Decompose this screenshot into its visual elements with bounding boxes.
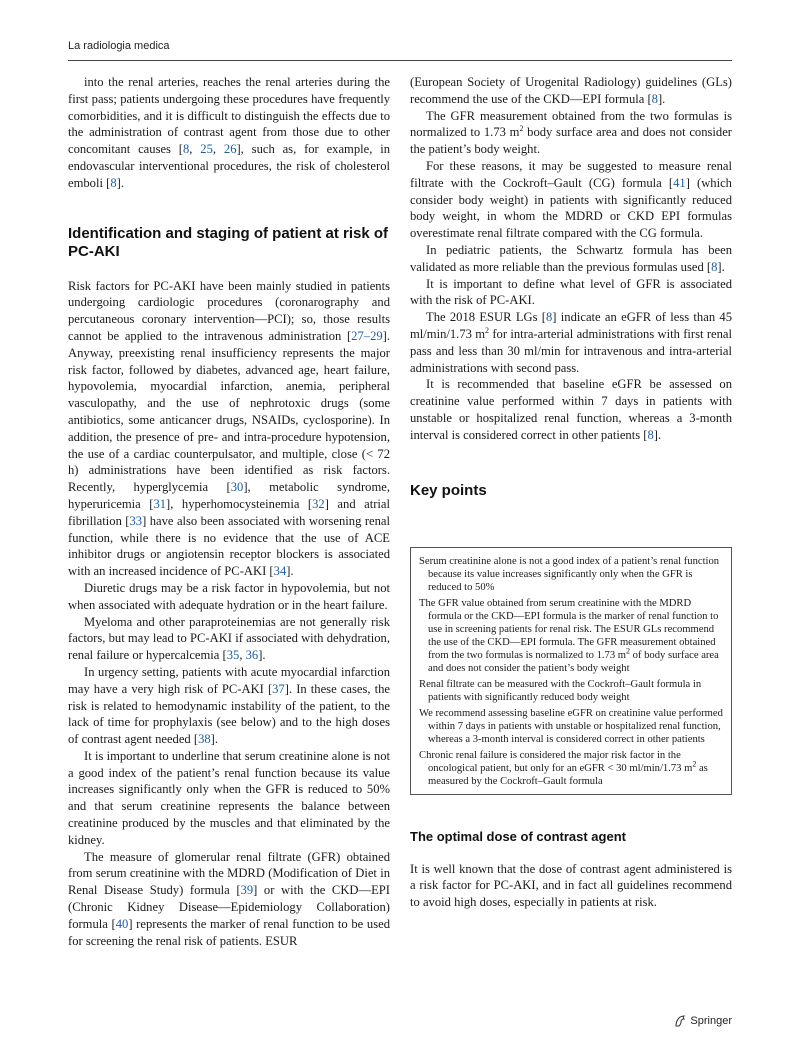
citation-link[interactable]: 27–29	[351, 328, 383, 343]
citation-link[interactable]: 8	[647, 427, 654, 442]
paragraph: It is recommended that baseline eGFR be assessed on creatinine value performed within 7 days in patients with unstable or hospitalized renal function, whereas a 3-month interval is considered correct in other patients [8].	[410, 377, 732, 442]
paragraph: In urgency setting, patients with acute myocardial infarction may have a very high risk of PC-AKI [37]. In these cases, the risk is related to hemodynamic instability of the patient, to the lack of time for prophylaxis (see below) and to the high doses of contrast agent needed [38].	[68, 664, 390, 747]
paragraph: It is important to define what level of GFR is associated with the risk of PC-AKI.	[410, 276, 732, 308]
paragraph: The GFR measurement obtained from the two formulas is normalized to 1.73 $m^2$ body surface area and does not consider the patient’s body weight.	[410, 108, 732, 157]
citation-link[interactable]: 33	[129, 513, 143, 528]
springer-horse-icon	[674, 1015, 686, 1027]
citation-link[interactable]: 26	[223, 142, 237, 157]
key-points-heading: Key points	[410, 481, 487, 499]
citation-link[interactable]: 8	[651, 91, 658, 106]
citation-link[interactable]: 8	[546, 310, 553, 325]
citation-link[interactable]: 32	[312, 496, 325, 511]
paragraph: into the renal arteries, reaches the renal arteries during the first pass; patients undergoing these procedures have frequently comorbidities, and it is difficult to distinguish the effects due to the administration of contrast agent from those due to other concomitant causes [8, 25, 26], such as, for example, in endovascular interventional procedures, the risk of cholesterol emboli [8].	[68, 75, 391, 190]
citation-link[interactable]: 31	[153, 496, 167, 511]
key-points-box	[410, 547, 732, 795]
citation-link[interactable]: 34	[273, 564, 287, 579]
citation-link[interactable]: 38	[198, 732, 211, 747]
paragraph: It is well known that the dose of contrast agent administered is a risk factor for PC-AKI, and in fact all guidelines recommend to avoid high doses, especially in patients at risk.	[410, 861, 732, 910]
publisher-name: Springer	[690, 1015, 732, 1027]
key-point-item: Serum creatinine alone is not a good index of a patient’s renal function because its value increases significantly only when the GFR is reduced to 50%	[419, 555, 720, 593]
citation-link[interactable]: 40	[115, 916, 129, 931]
publisher-logo	[674, 1015, 732, 1027]
citation-link[interactable]: 8	[183, 142, 190, 157]
citation-link[interactable]: 35	[226, 648, 240, 663]
left-column	[68, 74, 390, 949]
citation-link[interactable]: 30	[230, 480, 244, 495]
paragraph: The 2018 ESUR LGs [8] indicate an eGFR of less than 45 ml/min/1.73 $m^2$ for intra-arterial administrations with first renal pass and less than 30 ml/min for intravenous and intra-arterial administrations with second pass.	[410, 310, 732, 375]
citation-link[interactable]: 37	[272, 681, 285, 696]
citation-link[interactable]: 36	[245, 648, 259, 663]
paragraph: For these reasons, it may be suggested to measure renal filtrate with the Cockroft–Gault (CG) formula [41] (which consider body weight) in patients with significantly reduced body weight, in whom the MDRD or CKD EPI formulas overestimate renal filtrate compared with the CG formula.	[410, 158, 732, 241]
citation-link[interactable]: 8	[711, 259, 718, 274]
subsection-heading: The optimal dose of contrast agent	[410, 828, 626, 844]
key-point-item: We recommend assessing baseline eGFR on creatinine value performed within 7 days in patients with unstable or hospitalized renal function, whereas a 3-month interval is considered correct in other patients	[419, 707, 723, 745]
running-header-journal: La radiologia medica	[68, 40, 170, 52]
paragraph: In pediatric patients, the Schwartz formula has been validated as more reliable than the previous formulas used [8].	[410, 242, 732, 274]
right-column	[410, 74, 732, 911]
paragraph: Myeloma and other paraproteinemias are not generally risk factors, but may lead to PC-AKI if associated with dehydration, renal failure or hypercalcemia [35, 36].	[68, 614, 390, 663]
paragraph: (European Society of Urogenital Radiology) guidelines (GLs) recommend the use of the CKD—EPI formula [8].	[410, 75, 732, 106]
section-heading: Identification and staging of patient at risk of PC-AKI	[68, 224, 389, 260]
citation-link[interactable]: 25	[200, 142, 213, 157]
key-point-item: Renal filtrate can be measured with the Cockroft–Gault formula in patients with significantly reduced body weight	[419, 678, 702, 703]
header-divider	[68, 60, 732, 61]
citation-link[interactable]: 39	[240, 883, 254, 898]
paragraph: It is important to underline that serum creatinine alone is not a good index of the patient’s renal function because its value increases significantly only when the GFR is reduced to 50% and that serum creatinine represents the balance between creatinine produced by the muscles and that eliminated by the kidney.	[68, 748, 390, 847]
paragraph: Risk factors for PC-AKI have been mainly studied in patients undergoing cardiologic procedures (coronarography and percutaneous coronary intervention—PCI); so, those results cannot be applied to the intravenous administration [27–29]. Anyway, preexisting renal insufficiency represents the major risk factor, followed by diabetes, advanced age, heart failure, hypovolemia, myocardial infarction, anemia, peripheral vasculopathy, and the use of nephrotoxic drugs (some antibiotics, some anticancer drugs, NSAIDs, cyclosporine). In addition, the presence of pre- and intra-procedure hypotension, the use of a cardiac counterpulsator, and multiple, close (< 72 h) administrations have been identified as risk factors. Recently, hyperglycemia [30], metabolic syndrome, hyperuricemia [31], hyperhomocysteinemia [32] and atrial fibrillation [33] have also been associated with worsening renal function, while there is no evidence that the use of ACE inhibitor drugs or angiotensin receptor blockers is associated with an increased incidence of PC-AKI [34].	[68, 278, 391, 579]
key-point-item: The GFR value obtained from serum creatinine with the MDRD formula or the CKD—EPI formula is the marker of renal function to use in screening patients for renal risk. The ESUR GLs recommend the use of the CKD—EPI formula. The GFR measurement obtained from the two formulas is normalized to 1.73 $m^2$ of body surface area and does not consider the patient’s body weight	[419, 597, 719, 674]
citation-link[interactable]: 41	[673, 175, 686, 190]
paragraph: Diuretic drugs may be a risk factor in hypovolemia, but not when associated with adequate hydration or in the heart failure.	[68, 580, 390, 612]
citation-link[interactable]: 8	[110, 175, 117, 190]
key-point-item: Chronic renal failure is considered the major risk factor in the oncological patient, but only for an eGFR < 30 ml/min/1.73 $m^2$ as measured by the Cockroft–Gault formula	[419, 749, 708, 787]
paragraph: The measure of glomerular renal filtrate (GFR) obtained from serum creatinine with the MDRD (Modification of Diet in Renal Disease Study) formula [39] or with the CKD—EPI (Chronic Kidney Disease—Epidemiology Collaboration) formula [40] represents the marker of renal function to be used for screening the renal risk of patients. ESUR	[68, 849, 390, 948]
